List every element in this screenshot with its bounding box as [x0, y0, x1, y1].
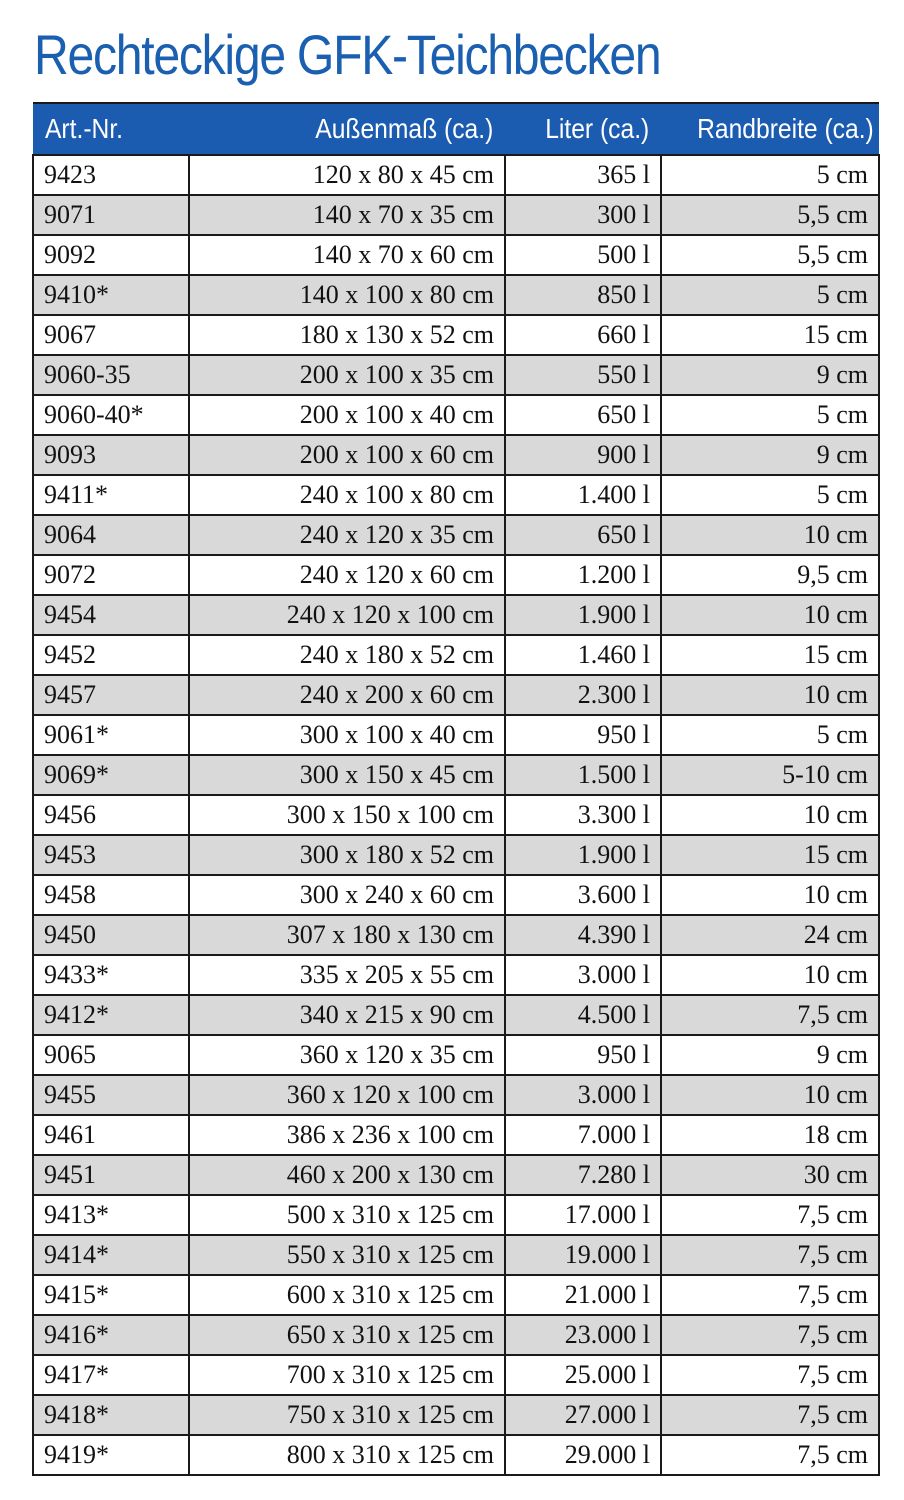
cell-art-nr: 9450	[33, 915, 189, 955]
cell-aussenmass: 650 x 310 x 125 cm	[189, 1315, 505, 1355]
cell-art-nr: 9060-35	[33, 355, 189, 395]
table-row	[33, 1355, 879, 1395]
cell-liter: 1.500 l	[505, 755, 661, 795]
cell-art-nr: 9060-40*	[33, 395, 189, 435]
cell-art-nr: 9458	[33, 875, 189, 915]
header-aussenmass: Außenmaß (ca.)	[189, 103, 505, 155]
cell-randbreite: 10 cm	[661, 515, 879, 555]
cell-art-nr: 9072	[33, 555, 189, 595]
table-row	[33, 315, 879, 355]
page-title: Rechteckige GFK-Teichbecken	[34, 23, 661, 86]
cell-aussenmass: 800 x 310 x 125 cm	[189, 1435, 505, 1475]
cell-liter: 850 l	[505, 275, 661, 315]
table-row	[33, 235, 879, 275]
cell-liter: 3.300 l	[505, 795, 661, 835]
table-row	[33, 1195, 879, 1235]
header-art-nr: Art.-Nr.	[33, 103, 189, 155]
cell-randbreite: 9 cm	[661, 1035, 879, 1075]
cell-randbreite: 7,5 cm	[661, 1235, 879, 1275]
table-row	[33, 1235, 879, 1275]
cell-liter: 7.000 l	[505, 1115, 661, 1155]
cell-art-nr: 9457	[33, 675, 189, 715]
cell-art-nr: 9433*	[33, 955, 189, 995]
table-row	[33, 1435, 879, 1475]
cell-aussenmass: 140 x 70 x 35 cm	[189, 195, 505, 235]
table-row	[33, 835, 879, 875]
cell-liter: 550 l	[505, 355, 661, 395]
cell-liter: 1.460 l	[505, 635, 661, 675]
cell-art-nr: 9411*	[33, 475, 189, 515]
cell-aussenmass: 750 x 310 x 125 cm	[189, 1395, 505, 1435]
cell-randbreite: 24 cm	[661, 915, 879, 955]
table-row	[33, 555, 879, 595]
cell-liter: 1.900 l	[505, 595, 661, 635]
cell-aussenmass: 180 x 130 x 52 cm	[189, 315, 505, 355]
cell-art-nr: 9413*	[33, 1195, 189, 1235]
table-row	[33, 395, 879, 435]
cell-randbreite: 7,5 cm	[661, 995, 879, 1035]
cell-aussenmass: 300 x 180 x 52 cm	[189, 835, 505, 875]
cell-liter: 4.390 l	[505, 915, 661, 955]
cell-aussenmass: 335 x 205 x 55 cm	[189, 955, 505, 995]
table-row	[33, 755, 879, 795]
cell-aussenmass: 500 x 310 x 125 cm	[189, 1195, 505, 1235]
cell-liter: 3.000 l	[505, 1075, 661, 1115]
cell-aussenmass: 386 x 236 x 100 cm	[189, 1115, 505, 1155]
cell-liter: 7.280 l	[505, 1155, 661, 1195]
cell-randbreite: 10 cm	[661, 1075, 879, 1115]
cell-art-nr: 9454	[33, 595, 189, 635]
cell-liter: 2.300 l	[505, 675, 661, 715]
cell-liter: 25.000 l	[505, 1355, 661, 1395]
cell-art-nr: 9419*	[33, 1435, 189, 1475]
cell-art-nr: 9410*	[33, 275, 189, 315]
cell-aussenmass: 140 x 70 x 60 cm	[189, 235, 505, 275]
cell-liter: 950 l	[505, 1035, 661, 1075]
cell-randbreite: 10 cm	[661, 795, 879, 835]
cell-art-nr: 9412*	[33, 995, 189, 1035]
cell-art-nr: 9416*	[33, 1315, 189, 1355]
cell-randbreite: 15 cm	[661, 635, 879, 675]
cell-liter: 3.600 l	[505, 875, 661, 915]
table-row	[33, 1075, 879, 1115]
cell-randbreite: 5 cm	[661, 155, 879, 195]
cell-randbreite: 18 cm	[661, 1115, 879, 1155]
table-row	[33, 1035, 879, 1075]
pond-table	[32, 102, 880, 1476]
table-row	[33, 355, 879, 395]
cell-liter: 27.000 l	[505, 1395, 661, 1435]
cell-liter: 950 l	[505, 715, 661, 755]
cell-liter: 19.000 l	[505, 1235, 661, 1275]
cell-aussenmass: 600 x 310 x 125 cm	[189, 1275, 505, 1315]
cell-liter: 365 l	[505, 155, 661, 195]
table-row	[33, 155, 879, 195]
cell-art-nr: 9067	[33, 315, 189, 355]
cell-randbreite: 5 cm	[661, 715, 879, 755]
table-row	[33, 1115, 879, 1155]
header-liter: Liter (ca.)	[505, 103, 661, 155]
table-row	[33, 635, 879, 675]
cell-aussenmass: 140 x 100 x 80 cm	[189, 275, 505, 315]
table-header-row	[33, 103, 879, 155]
cell-aussenmass: 240 x 120 x 100 cm	[189, 595, 505, 635]
cell-randbreite: 10 cm	[661, 675, 879, 715]
cell-randbreite: 9 cm	[661, 355, 879, 395]
cell-aussenmass: 120 x 80 x 45 cm	[189, 155, 505, 195]
cell-aussenmass: 240 x 120 x 35 cm	[189, 515, 505, 555]
table-row	[33, 275, 879, 315]
table-row	[33, 475, 879, 515]
cell-aussenmass: 300 x 150 x 100 cm	[189, 795, 505, 835]
table-row	[33, 915, 879, 955]
cell-liter: 1.200 l	[505, 555, 661, 595]
cell-art-nr: 9423	[33, 155, 189, 195]
cell-art-nr: 9065	[33, 1035, 189, 1075]
cell-aussenmass: 300 x 100 x 40 cm	[189, 715, 505, 755]
cell-liter: 3.000 l	[505, 955, 661, 995]
cell-randbreite: 10 cm	[661, 955, 879, 995]
cell-randbreite: 7,5 cm	[661, 1315, 879, 1355]
table-row	[33, 195, 879, 235]
cell-art-nr: 9418*	[33, 1395, 189, 1435]
cell-art-nr: 9061*	[33, 715, 189, 755]
cell-randbreite: 9 cm	[661, 435, 879, 475]
cell-randbreite: 10 cm	[661, 595, 879, 635]
cell-randbreite: 7,5 cm	[661, 1435, 879, 1475]
cell-randbreite: 7,5 cm	[661, 1355, 879, 1395]
cell-aussenmass: 240 x 180 x 52 cm	[189, 635, 505, 675]
table-row	[33, 595, 879, 635]
cell-aussenmass: 460 x 200 x 130 cm	[189, 1155, 505, 1195]
cell-randbreite: 9,5 cm	[661, 555, 879, 595]
cell-aussenmass: 550 x 310 x 125 cm	[189, 1235, 505, 1275]
cell-randbreite: 5,5 cm	[661, 195, 879, 235]
cell-randbreite: 30 cm	[661, 1155, 879, 1195]
cell-art-nr: 9417*	[33, 1355, 189, 1395]
cell-liter: 1.400 l	[505, 475, 661, 515]
table-row	[33, 875, 879, 915]
table-row	[33, 715, 879, 755]
cell-art-nr: 9461	[33, 1115, 189, 1155]
cell-art-nr: 9452	[33, 635, 189, 675]
table-row	[33, 1315, 879, 1355]
cell-randbreite: 5 cm	[661, 275, 879, 315]
table-row	[33, 1395, 879, 1435]
cell-liter: 660 l	[505, 315, 661, 355]
cell-liter: 1.900 l	[505, 835, 661, 875]
cell-liter: 900 l	[505, 435, 661, 475]
cell-randbreite: 15 cm	[661, 835, 879, 875]
cell-liter: 300 l	[505, 195, 661, 235]
cell-liter: 29.000 l	[505, 1435, 661, 1475]
cell-aussenmass: 200 x 100 x 35 cm	[189, 355, 505, 395]
cell-art-nr: 9092	[33, 235, 189, 275]
table-row	[33, 795, 879, 835]
cell-art-nr: 9456	[33, 795, 189, 835]
cell-art-nr: 9414*	[33, 1235, 189, 1275]
cell-art-nr: 9064	[33, 515, 189, 555]
cell-liter: 650 l	[505, 395, 661, 435]
cell-art-nr: 9071	[33, 195, 189, 235]
cell-liter: 21.000 l	[505, 1275, 661, 1315]
header-randbreite: Randbreite (ca.)	[661, 103, 879, 155]
table-row	[33, 995, 879, 1035]
cell-liter: 17.000 l	[505, 1195, 661, 1235]
cell-liter: 650 l	[505, 515, 661, 555]
cell-liter: 500 l	[505, 235, 661, 275]
cell-liter: 4.500 l	[505, 995, 661, 1035]
cell-randbreite: 10 cm	[661, 875, 879, 915]
table-row	[33, 515, 879, 555]
cell-art-nr: 9415*	[33, 1275, 189, 1315]
cell-randbreite: 5,5 cm	[661, 235, 879, 275]
cell-randbreite: 15 cm	[661, 315, 879, 355]
cell-art-nr: 9093	[33, 435, 189, 475]
cell-art-nr: 9451	[33, 1155, 189, 1195]
table-row	[33, 955, 879, 995]
table-row	[33, 1275, 879, 1315]
cell-art-nr: 9069*	[33, 755, 189, 795]
cell-aussenmass: 200 x 100 x 60 cm	[189, 435, 505, 475]
table-body	[33, 155, 879, 1475]
table-row	[33, 1155, 879, 1195]
cell-aussenmass: 340 x 215 x 90 cm	[189, 995, 505, 1035]
cell-randbreite: 5 cm	[661, 475, 879, 515]
cell-liter: 23.000 l	[505, 1315, 661, 1355]
cell-aussenmass: 240 x 100 x 80 cm	[189, 475, 505, 515]
table-row	[33, 435, 879, 475]
cell-randbreite: 7,5 cm	[661, 1275, 879, 1315]
cell-aussenmass: 240 x 200 x 60 cm	[189, 675, 505, 715]
cell-randbreite: 5 cm	[661, 395, 879, 435]
cell-randbreite: 5-10 cm	[661, 755, 879, 795]
cell-art-nr: 9453	[33, 835, 189, 875]
cell-aussenmass: 200 x 100 x 40 cm	[189, 395, 505, 435]
cell-art-nr: 9455	[33, 1075, 189, 1115]
cell-aussenmass: 300 x 150 x 45 cm	[189, 755, 505, 795]
cell-aussenmass: 360 x 120 x 100 cm	[189, 1075, 505, 1115]
cell-aussenmass: 307 x 180 x 130 cm	[189, 915, 505, 955]
table-row	[33, 675, 879, 715]
cell-randbreite: 7,5 cm	[661, 1395, 879, 1435]
cell-randbreite: 7,5 cm	[661, 1195, 879, 1235]
cell-aussenmass: 300 x 240 x 60 cm	[189, 875, 505, 915]
cell-aussenmass: 240 x 120 x 60 cm	[189, 555, 505, 595]
cell-aussenmass: 360 x 120 x 35 cm	[189, 1035, 505, 1075]
cell-aussenmass: 700 x 310 x 125 cm	[189, 1355, 505, 1395]
